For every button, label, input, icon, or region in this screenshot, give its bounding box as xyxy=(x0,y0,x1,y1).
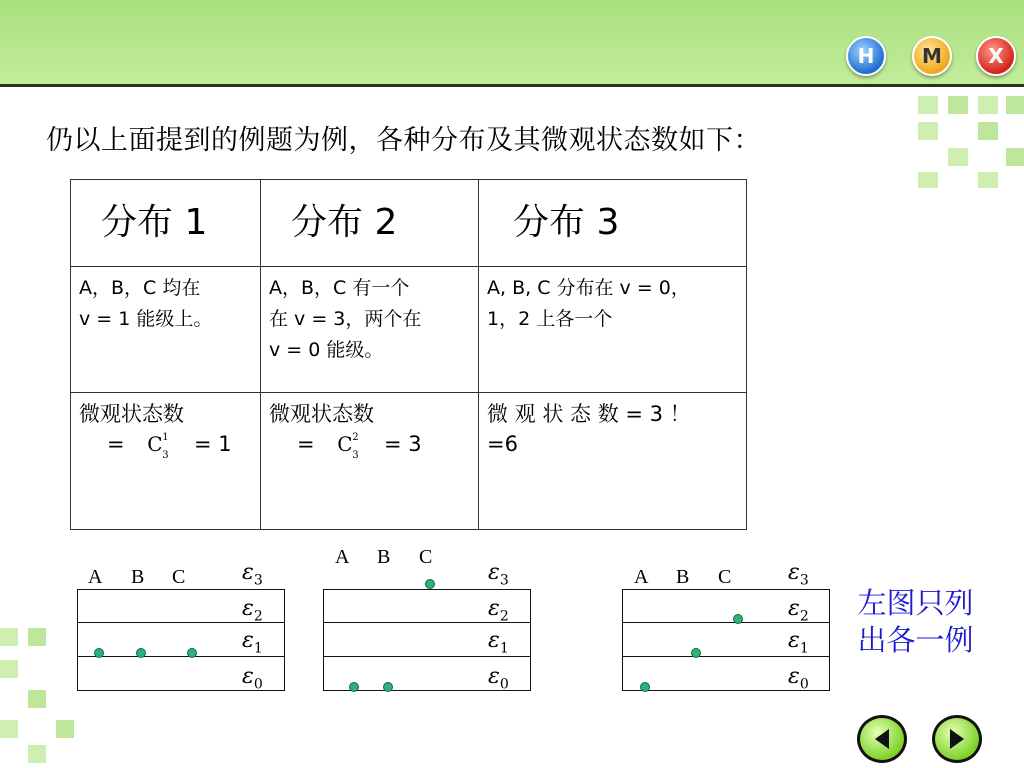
desc-dist-3: A, B, C 分布在 v = 0， 1，2 上各一个 xyxy=(479,267,747,393)
desc-dist-1: A，B，C 均在 v = 1 能级上。 xyxy=(71,267,261,393)
particle-dot xyxy=(733,614,743,624)
level-label-0: $\varepsilon_0$ xyxy=(788,664,809,693)
particle-b-label: B xyxy=(131,566,145,588)
home-button[interactable]: H xyxy=(846,36,886,76)
particle-dot xyxy=(425,579,435,589)
level-label-1: $\varepsilon_1$ xyxy=(488,628,509,657)
next-slide-button[interactable] xyxy=(932,715,982,763)
particle-dot xyxy=(383,682,393,692)
prev-slide-button[interactable] xyxy=(857,715,907,763)
particle-dot xyxy=(640,682,650,692)
particle-b-label: B xyxy=(377,546,391,568)
micro-dist-2: 微观状态数 = C 2 3 = 3 xyxy=(261,393,479,530)
header-dist-2: 分布 2 xyxy=(261,180,479,267)
level-label-3: $\varepsilon_3$ xyxy=(488,560,509,589)
level-label-2: $\varepsilon_2$ xyxy=(488,596,509,625)
particle-dot xyxy=(187,648,197,658)
particle-dot xyxy=(349,682,359,692)
menu-button[interactable]: M xyxy=(912,36,952,76)
level-label-3: $\varepsilon_3$ xyxy=(788,560,809,589)
level-label-1: $\varepsilon_1$ xyxy=(242,628,263,657)
particle-dot xyxy=(136,648,146,658)
particle-c-label: C xyxy=(419,546,433,568)
level-label-2: $\varepsilon_2$ xyxy=(242,596,263,625)
level-label-0: $\varepsilon_0$ xyxy=(488,664,509,693)
level-label-0: $\varepsilon_0$ xyxy=(242,664,263,693)
header-dist-3: 分布 3 xyxy=(479,180,747,267)
particle-b-label: B xyxy=(676,566,690,588)
level-label-2: $\varepsilon_2$ xyxy=(788,596,809,625)
level-label-1: $\varepsilon_1$ xyxy=(788,628,809,657)
micro-dist-1: 微观状态数 = C 1 3 = 1 xyxy=(71,393,261,530)
level-label-3: $\varepsilon_3$ xyxy=(242,560,263,589)
particle-a-label: A xyxy=(335,546,350,568)
particle-a-label: A xyxy=(88,566,103,588)
particle-c-label: C xyxy=(172,566,186,588)
particle-c-label: C xyxy=(718,566,732,588)
particle-dot xyxy=(94,648,104,658)
right-arrow-icon xyxy=(946,727,968,751)
close-button[interactable]: X xyxy=(976,36,1016,76)
distribution-table xyxy=(70,179,747,530)
side-note: 左图只列出各一例 xyxy=(857,586,974,657)
left-arrow-icon xyxy=(871,727,893,751)
header-divider xyxy=(0,84,1024,87)
desc-dist-2: A，B，C 有一个 在 v = 3，两个在 v = 0 能级。 xyxy=(261,267,479,393)
micro-dist-3: 微 观 状 态 数 = 3 ！ =6 xyxy=(479,393,747,530)
header-dist-1: 分布 1 xyxy=(71,180,261,267)
particle-dot xyxy=(691,648,701,658)
particle-a-label: A xyxy=(634,566,649,588)
intro-text: 仍以上面提到的例题为例，各种分布及其微观状态数如下： xyxy=(46,125,761,156)
